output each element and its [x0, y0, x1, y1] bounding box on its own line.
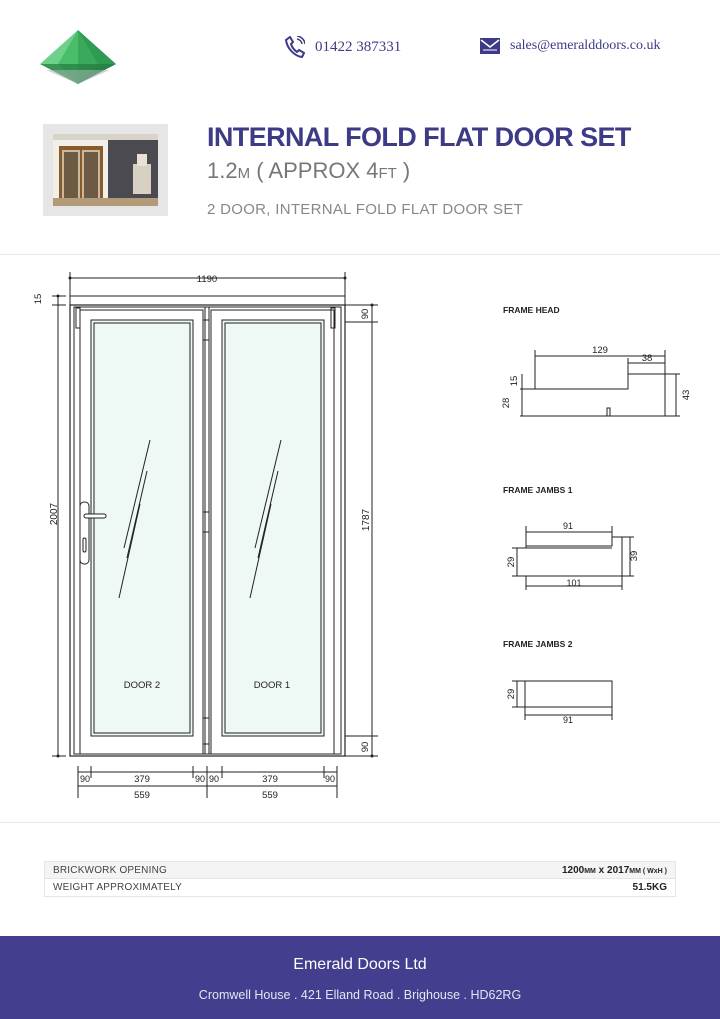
product-size — [207, 158, 410, 184]
email-address: sales@emeralddoors.co.uk — [510, 38, 661, 53]
profile-jambs1-right: 39 — [629, 550, 640, 562]
emerald-logo — [40, 30, 116, 84]
email-contact[interactable] — [480, 36, 661, 56]
profile-jambs2-bottom: 91 — [562, 715, 574, 725]
dim-stile-1: 90 — [79, 774, 91, 784]
dim-bottom-rail: 90 — [360, 741, 371, 753]
dim-leaf-2: 559 — [262, 790, 278, 801]
profile-head-width: 129 — [592, 345, 608, 356]
dim-glass-2: 379 — [262, 774, 278, 785]
technical-drawing — [0, 258, 720, 818]
profile-jambs1-top: 91 — [562, 521, 574, 531]
divider-bottom — [0, 822, 720, 823]
footer — [0, 936, 720, 1019]
size-value: 1.2 — [207, 158, 238, 183]
size-unit-ft: FT — [378, 165, 397, 182]
profile-head-label: FRAME HEAD — [503, 305, 560, 315]
unit-mm: MM — [629, 867, 641, 875]
dim-overall-height: 2007 — [49, 502, 60, 526]
divider-top — [0, 254, 720, 255]
spec-value: 51.5KG — [632, 882, 667, 893]
unit-wxh: ( WxH ) — [640, 867, 667, 875]
brickwork-width: 1200 — [561, 864, 585, 876]
door-right-label: DOOR 1 — [253, 680, 291, 691]
dim-top-rail: 90 — [360, 308, 371, 320]
footer-address: Cromwell House . 421 Elland Road . Brighouse . HD62RG — [198, 988, 522, 1002]
profile-head-depth: 28 — [501, 397, 512, 409]
profile-jambs1-bottom: 101 — [566, 578, 582, 588]
profile-head-total: 43 — [681, 389, 692, 401]
footer-company: Emerald Doors Ltd — [293, 956, 427, 973]
size-unit: M — [237, 165, 251, 182]
profile-jambs2-label: FRAME JAMBS 2 — [503, 639, 573, 649]
room-photo-icon — [53, 134, 158, 206]
product-title: INTERNAL FOLD FLAT DOOR SET — [207, 122, 631, 152]
profile-jambs1-left: 29 — [506, 556, 517, 568]
profile-head-rebate: 15 — [509, 375, 520, 387]
product-thumbnail — [43, 124, 168, 216]
unit-mm: MM — [584, 867, 596, 875]
phone-icon — [285, 36, 305, 58]
size-approx: ( APPROX 4 — [250, 158, 379, 183]
brickwork-height: x 2017 — [595, 864, 630, 876]
spec-row-brickwork — [45, 862, 675, 879]
spec-table — [44, 861, 676, 897]
profile-head-step: 38 — [641, 353, 653, 364]
spec-value — [562, 865, 667, 876]
envelope-icon — [480, 36, 500, 56]
dim-leaf-1: 559 — [134, 790, 150, 801]
product-description: 2 DOOR, INTERNAL FOLD FLAT DOOR SET — [207, 201, 524, 218]
dim-glass-1: 379 — [134, 774, 150, 785]
profile-jambs1-label: FRAME JAMBS 1 — [503, 485, 573, 495]
phone-contact[interactable] — [285, 36, 401, 58]
spec-row-weight — [45, 879, 675, 896]
dim-overall-width: 1190 — [196, 274, 218, 285]
dim-stile-3: 90 — [208, 774, 220, 784]
spec-label: BRICKWORK OPENING — [53, 864, 167, 876]
dim-top-offset: 15 — [33, 293, 44, 305]
dim-stile-4: 90 — [324, 774, 336, 784]
dim-stile-2: 90 — [194, 774, 206, 784]
dim-inner-height: 1787 — [361, 508, 372, 532]
spec-label: WEIGHT APPROXIMATELY — [53, 882, 183, 893]
phone-number: 01422 387331 — [315, 38, 402, 55]
door-left-label: DOOR 2 — [123, 680, 161, 691]
size-close: ) — [396, 158, 411, 183]
profile-jambs2-left: 29 — [506, 688, 517, 700]
